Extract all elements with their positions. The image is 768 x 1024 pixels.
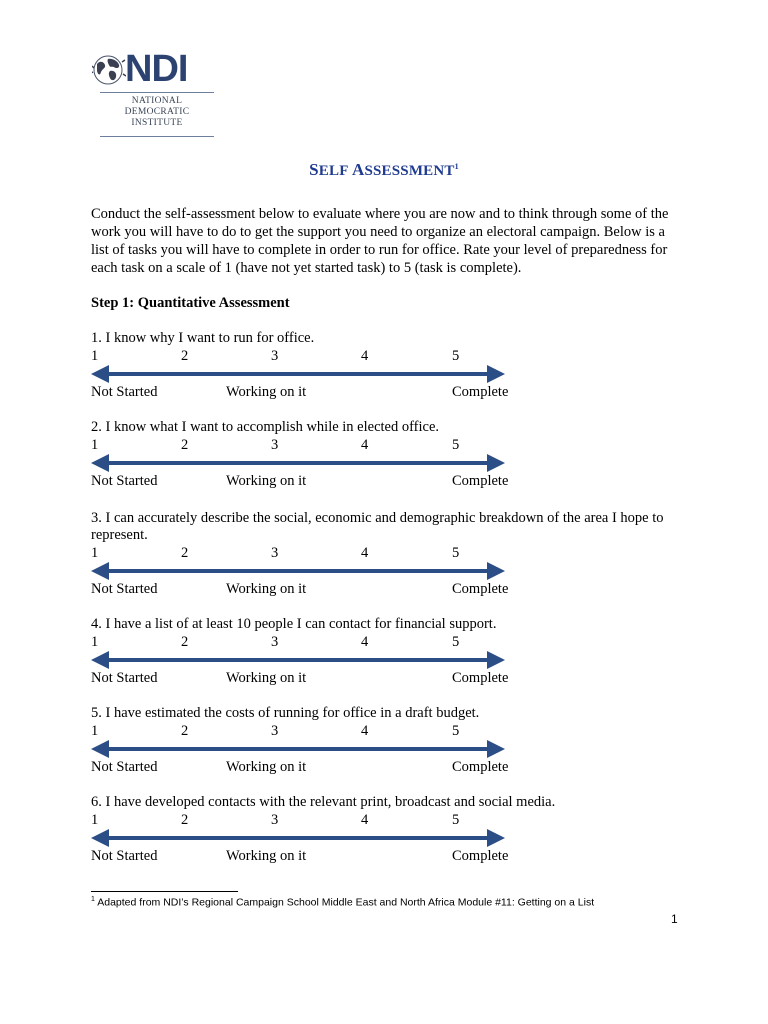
scale-number-5[interactable]: 5 <box>452 723 460 739</box>
double-arrow-icon <box>91 454 505 472</box>
scale-labels <box>91 758 691 776</box>
question-text: 4. I have a list of at least 10 people I can contact for financial support. <box>91 616 497 632</box>
scale-number-4[interactable]: 4 <box>361 723 369 739</box>
scale-number-4[interactable]: 4 <box>361 812 369 828</box>
question-item <box>91 419 691 490</box>
scale-number-2[interactable]: 2 <box>181 634 189 650</box>
question-item <box>91 794 691 865</box>
double-arrow-icon <box>91 562 505 580</box>
double-arrow-icon <box>91 829 505 847</box>
footnote: $^1$ Adapted from NDI’s Regional Campaign School Middle East and North Africa Module #11: Getting on a List <box>91 896 595 909</box>
scale-number-4[interactable]: 4 <box>361 437 369 453</box>
logo-rule-top <box>100 92 214 93</box>
scale-labels <box>91 472 691 490</box>
double-arrow-icon <box>91 740 505 758</box>
scale-label-working: Working on it <box>226 581 307 597</box>
scale-label-complete: Complete <box>452 670 509 686</box>
scale-labels <box>91 669 691 687</box>
scale-labels <box>91 847 691 865</box>
question-text: 1. I know why I want to run for office. <box>91 330 315 346</box>
scale-number-5[interactable]: 5 <box>452 812 460 828</box>
globe-icon <box>92 54 126 86</box>
scale-number-1[interactable]: 1 <box>91 348 99 364</box>
scale-label-working: Working on it <box>226 473 307 489</box>
scale-arrow <box>91 829 691 847</box>
question-text: 2. I know what I want to accomplish while in elected office. <box>91 419 440 435</box>
scale-label-complete: Complete <box>452 384 509 400</box>
scale-arrow <box>91 562 691 580</box>
scale-number-3[interactable]: 3 <box>271 723 279 739</box>
scale-label-not-started: Not Started <box>91 581 158 597</box>
question-item <box>91 705 691 776</box>
scale-number-5[interactable]: 5 <box>452 545 460 561</box>
scale-arrow <box>91 740 691 758</box>
scale-label-complete: Complete <box>452 473 509 489</box>
scale-number-2[interactable]: 2 <box>181 812 189 828</box>
scale-numbers <box>91 811 691 829</box>
scale-label-working: Working on it <box>226 848 307 864</box>
scale-number-5[interactable]: 5 <box>452 348 460 364</box>
logo-rule-bottom <box>100 136 214 137</box>
scale-label-not-started: Not Started <box>91 759 158 775</box>
scale-label-working: Working on it <box>226 670 307 686</box>
scale-number-4[interactable]: 4 <box>361 545 369 561</box>
scale-label-complete: Complete <box>452 581 509 597</box>
scale-number-2[interactable]: 2 <box>181 348 189 364</box>
scale-labels <box>91 580 691 598</box>
scale-label-not-started: Not Started <box>91 384 158 400</box>
double-arrow-icon <box>91 651 505 669</box>
scale-number-3[interactable]: 3 <box>271 634 279 650</box>
question-item <box>91 510 691 598</box>
scale-label-working: Working on it <box>226 759 307 775</box>
question-item <box>91 616 691 687</box>
scale-arrow <box>91 365 691 383</box>
scale-number-1[interactable]: 1 <box>91 634 99 650</box>
scale-number-3[interactable]: 3 <box>271 812 279 828</box>
scale-number-1[interactable]: 1 <box>91 437 99 453</box>
scale-number-3[interactable]: 3 <box>271 545 279 561</box>
scale-number-4[interactable]: 4 <box>361 348 369 364</box>
footnote-separator <box>91 891 238 892</box>
scale-number-5[interactable]: 5 <box>452 437 460 453</box>
scale-numbers <box>91 347 691 365</box>
scale-number-2[interactable]: 2 <box>181 723 189 739</box>
footnote-reference[interactable]: 1 <box>454 162 459 171</box>
scale-number-2[interactable]: 2 <box>181 545 189 561</box>
scale-label-not-started: Not Started <box>91 848 158 864</box>
page-number: 1 <box>671 912 678 926</box>
logo-line-2: DEMOCRATIC <box>124 107 190 117</box>
scale-arrow <box>91 454 691 472</box>
page-title: SELF ASSESSMENT$^1$ <box>309 160 459 179</box>
scale-label-complete: Complete <box>452 848 509 864</box>
scale-number-1[interactable]: 1 <box>91 812 99 828</box>
ndi-logo <box>92 48 218 140</box>
double-arrow-icon <box>91 365 505 383</box>
scale-arrow <box>91 651 691 669</box>
scale-label-complete: Complete <box>452 759 509 775</box>
scale-number-3[interactable]: 3 <box>271 437 279 453</box>
logo-abbreviation: NDI <box>125 48 188 90</box>
step-heading: Step 1: Quantitative Assessment <box>91 295 290 311</box>
scale-labels <box>91 383 691 401</box>
scale-numbers <box>91 633 691 651</box>
logo-line-3: INSTITUTE <box>131 118 183 128</box>
scale-label-not-started: Not Started <box>91 670 158 686</box>
scale-number-1[interactable]: 1 <box>91 723 99 739</box>
scale-number-5[interactable]: 5 <box>452 634 460 650</box>
question-text: 6. I have developed contacts with the relevant print, broadcast and social media. <box>91 794 556 810</box>
scale-numbers <box>91 722 691 740</box>
logo-subtitle <box>100 96 214 129</box>
question-text: 5. I have estimated the costs of running for office in a draft budget. <box>91 705 480 721</box>
question-text: 3. I can accurately describe the social, economic and demographic breakdown of the area I hope to represent. <box>91 510 664 543</box>
scale-numbers <box>91 436 691 454</box>
scale-number-1[interactable]: 1 <box>91 545 99 561</box>
question-item <box>91 330 691 401</box>
scale-number-2[interactable]: 2 <box>181 437 189 453</box>
logo-line-1: NATIONAL <box>131 96 183 106</box>
scale-label-not-started: Not Started <box>91 473 158 489</box>
intro-paragraph: Conduct the self-assessment below to evaluate where you are now and to think through some of the work you will have to do to get the support you need to organize an electoral campaign. Below is a list of tasks you will have to complete in order to run for office. Rate your level of preparedness for each task on a scale of 1 (have not yet started task) to 5 (task is complete). <box>91 206 669 276</box>
scale-number-3[interactable]: 3 <box>271 348 279 364</box>
scale-label-working: Working on it <box>226 384 307 400</box>
scale-numbers <box>91 544 691 562</box>
scale-number-4[interactable]: 4 <box>361 634 369 650</box>
